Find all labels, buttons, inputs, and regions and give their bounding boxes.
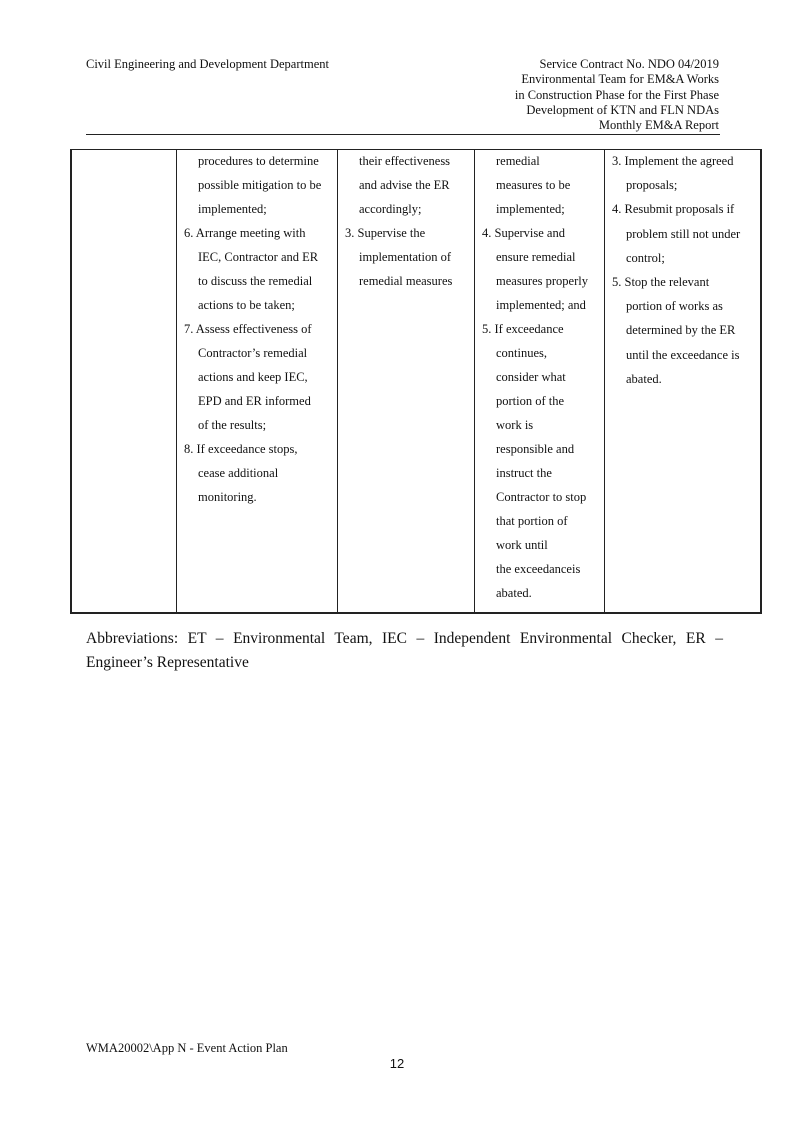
cell-line: measures properly — [496, 274, 588, 288]
cell-line: portion of works as — [626, 299, 723, 314]
column-divider — [337, 150, 338, 612]
cell-line: accordingly; — [359, 202, 422, 216]
department-name: Civil Engineering and Development Department — [86, 57, 329, 71]
cell-line: and advise the ER — [359, 178, 450, 192]
cell-line: control; — [626, 250, 665, 265]
cell-line: remedial — [496, 154, 540, 168]
event-action-table — [70, 149, 762, 614]
cell-line: the exceedanceis — [496, 562, 581, 576]
cell-line: monitoring. — [198, 490, 257, 504]
cell-line: portion of the — [496, 394, 565, 408]
cell-line: actions to be taken; — [198, 298, 295, 312]
cell-line: 4. Supervise and — [482, 226, 565, 240]
cell-line: work until — [496, 538, 548, 552]
cell-line: abated. — [626, 371, 662, 386]
cell-line: 3. Supervise the — [345, 226, 426, 240]
cell-line: to discuss the remedial — [198, 274, 313, 288]
contract-number: Service Contract No. NDO 04/2019 — [539, 57, 719, 71]
cell-line: procedures to determine — [198, 154, 319, 168]
page-number: 12 — [389, 1056, 405, 1071]
cell-line: work is — [496, 418, 534, 432]
column-divider — [474, 150, 475, 612]
cell-line: 3. Implement the agreed — [612, 154, 734, 168]
cell-line: abated. — [496, 586, 532, 600]
cell-line: ensure remedial — [496, 250, 576, 264]
document-code: WMA20002\App N - Event Action Plan — [86, 1041, 288, 1055]
cell-line: their effectiveness — [359, 154, 451, 168]
cell-line: determined by the ER — [626, 323, 736, 338]
cell-line: actions and keep IEC, — [198, 370, 308, 384]
cell-line: continues, — [496, 346, 548, 360]
cell-line: implemented; and — [496, 298, 586, 312]
cell-line: Contractor to stop — [496, 490, 587, 504]
cell-line: until the exceedance is — [626, 347, 740, 362]
development-line: Development of KTN and FLN NDAs — [526, 102, 719, 117]
cell-line: 6. Arrange meeting with — [184, 226, 306, 240]
cell-line: 5. Stop the relevant — [612, 275, 710, 289]
cell-line: problem still not under — [626, 226, 741, 241]
cell-line: of the results; — [198, 418, 267, 432]
cell-line: cease additional — [198, 466, 279, 480]
cell-line: EPD and ER informed — [198, 394, 311, 408]
cell-line: that portion of — [496, 514, 568, 528]
cell-line: implementation of — [359, 250, 451, 264]
cell-line: consider what — [496, 370, 566, 384]
contract-info — [515, 57, 719, 133]
column-divider — [604, 150, 605, 612]
column-divider — [176, 150, 177, 612]
team-name: Environmental Team for EM&A Works — [521, 72, 719, 87]
cell-line: Contractor’s remedial — [198, 346, 308, 360]
abbreviations-note: Abbreviations: ET – Environmental Team, IEC – Independent Environmental Checker, ER – Engineer’s Representative — [86, 630, 723, 671]
cell-line: remedial measures — [359, 274, 453, 288]
cell-line: 5. If exceedance — [482, 322, 564, 336]
cell-line: 7. Assess effectiveness of — [184, 322, 312, 336]
cell-line: IEC, Contractor and ER — [198, 250, 319, 264]
phase-line: in Construction Phase for the First Phase — [514, 87, 719, 102]
report-title: Monthly EM&A Report — [598, 118, 719, 133]
cell-line: 4. Resubmit proposals if — [612, 202, 735, 217]
cell-line: implemented; — [198, 202, 267, 216]
cell-line: measures to be — [496, 178, 571, 192]
cell-line: 8. If exceedance stops, — [184, 442, 298, 456]
cell-line: proposals; — [626, 178, 678, 193]
cell-line: responsible and — [496, 442, 575, 456]
cell-line: possible mitigation to be — [198, 178, 322, 192]
cell-line: implemented; — [496, 202, 565, 216]
header-rule — [86, 134, 720, 135]
cell-line: instruct the — [496, 466, 552, 480]
